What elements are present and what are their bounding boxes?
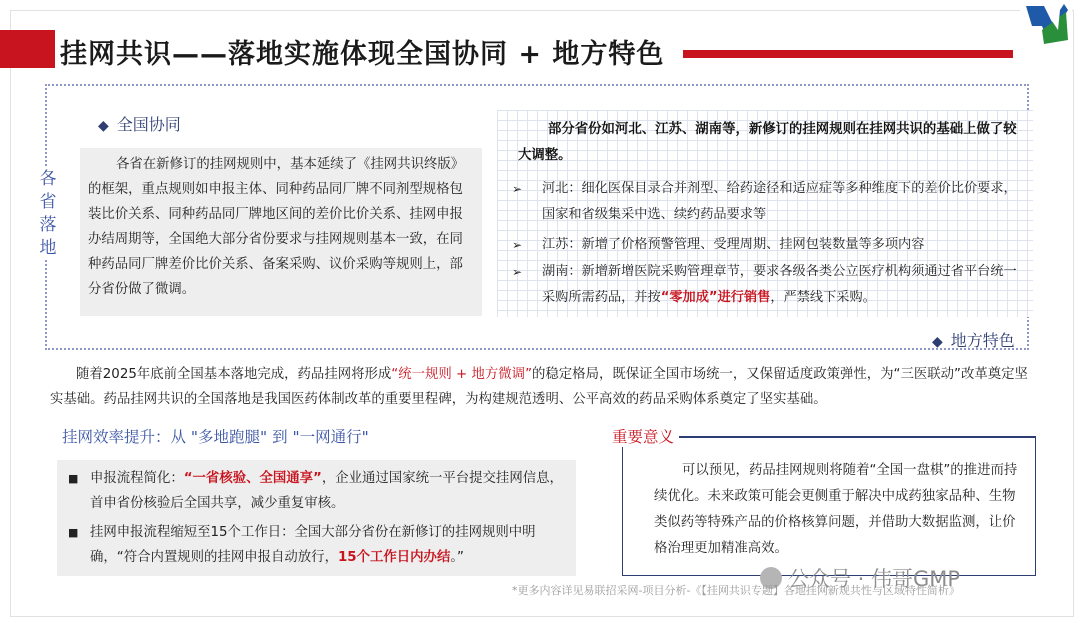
local-intro: 部分省份如河北、江苏、湖南等，新修订的挂网规则在挂网共识的基础上做了较大调整。 [518, 122, 1017, 163]
title-accent-line [683, 50, 1013, 58]
arrow-bullet-icon: ➢ [512, 265, 523, 279]
efficiency-item: ■ 挂网申报流程缩短至15个工作日：全国大部分省份在新修订的挂网规则中明确，“符合内置规则的挂网申报自动放行，15个工作日内办结。” [68, 520, 568, 570]
national-text: 各省在新修订的挂网规则中，基本延续了《挂网共识终版》的框架，重点规则如申报主体、同种药品同厂牌不同剂型规格包装比价关系、同种药品同厂牌地区间的差价比价关系、挂网申报办结周期等，全国绝大部分省份要求与挂网规则基本一致，在同种药品同厂牌差价比价关系、备案采购、议价采购等规则上，部分省份做了微调。 [80, 148, 482, 316]
brand-logo [1020, 0, 1072, 48]
local-heading: ◆ 地方特色 [932, 331, 1015, 350]
importance-heading: 重要意义 [607, 425, 679, 447]
importance-text: 可以预见，药品挂网规则将随着“全国一盘棋”的推进而持续优化。未来政策可能会更侧重于解决中成药独家品种、生物类似药等特殊产品的价格核算问题，并借助大数据监测，让价格治理更加精准高效。 [654, 463, 1018, 556]
square-bullet-icon: ■ [68, 526, 79, 539]
page-title: 挂网共识——落地实施体现全国协同 + 地方特色 [60, 39, 665, 70]
side-label: 各省落地 [39, 169, 57, 258]
footer-note: *更多内容详见易联招采网-项目分析-《【挂网共识专题】各地挂网新规共性与区域特性简析》 [512, 584, 960, 597]
square-bullet-icon: ■ [68, 472, 79, 485]
diamond-icon: ◆ [98, 118, 109, 134]
title-accent-block [0, 30, 55, 68]
summary-paragraph: 随着2025年底前全国基本落地完成，药品挂网将形成“统一规则 + 地方微调”的稳定格局，既保证全国市场统一，又保留适度政策弹性，为“三医联动”改革奠定坚实基础。药品挂网共识的全国落地是我国医药体制改革的重要里程碑，为构建规范透明、公平高效的药品采购体系奠定了坚实基础。 [50, 367, 1028, 407]
local-item-jiangsu: ➢ 江苏：新增了价格预警管理、受理周期、挂网包装数量等多项内容 [512, 232, 1027, 258]
local-item-hunan: ➢ 湖南：新增新增医院采购管理章节，要求各级各类公立医疗机构须通过省平台统一采购所需药品，并按“零加成”进行销售，严禁线下采购。 [512, 259, 1027, 311]
arrow-bullet-icon: ➢ [512, 238, 523, 252]
arrow-bullet-icon: ➢ [512, 182, 523, 196]
local-item-hebei: ➢ 河北：细化医保目录合并剂型、给药途径和适应症等多种维度下的差价比价要求，国家和省级集采中选、续约药品要求等 [512, 176, 1027, 228]
national-heading: ◆ 全国协同 [98, 115, 181, 134]
wechat-watermark: 公众号 · 伟哥GMP [760, 563, 960, 593]
efficiency-item: ■ 申报流程简化：“一省核验、全国通享”，企业通过国家统一平台提交挂网信息，首申省份核验后全国共享，减少重复审核。 [68, 466, 568, 516]
efficiency-heading: 挂网效率提升：从 "多地跑腿" 到 "一网通行" [62, 428, 369, 446]
diamond-icon: ◆ [932, 334, 943, 350]
